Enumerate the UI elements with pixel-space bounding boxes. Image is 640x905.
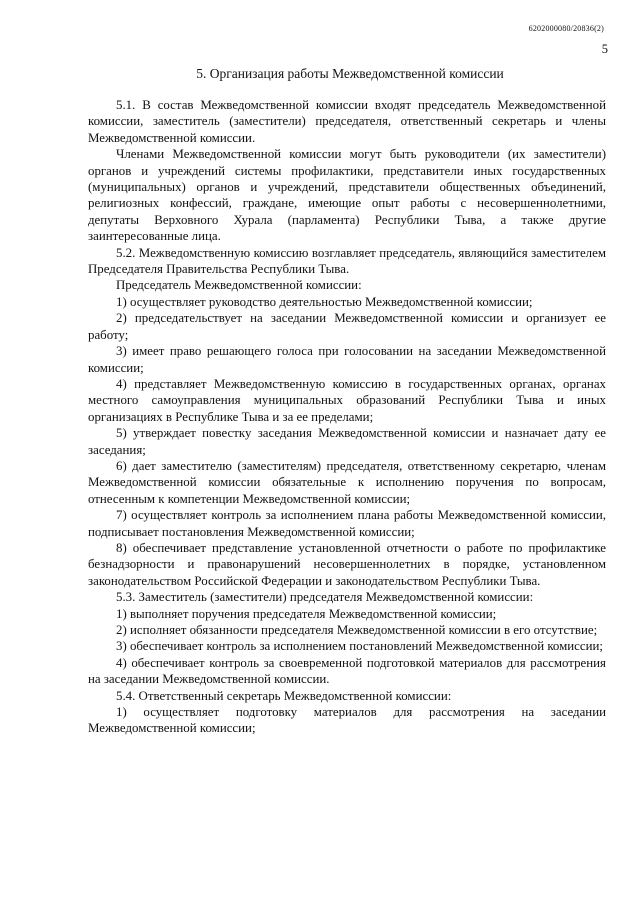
document-code: 6202000080/20836(2) <box>528 24 604 33</box>
paragraph: 8) обеспечивает представление установленной отчетности о работе по профилактике безнадзорности и правонарушений несовершеннолетних в порядке, установленном законодательством Российской Федерации и законодательством Республики Тыва. <box>88 540 606 588</box>
paragraph: 4) представляет Межведомственную комиссию в государственных органах, органах местного самоуправления муниципальных образований Республики Тыва и иных организациях в Республике Тыва и за ее пределами; <box>88 376 606 424</box>
paragraph: Председатель Межведомственной комиссии: <box>116 278 362 293</box>
paragraph: 6) дает заместителю (заместителям) председателя, ответственному секретарю, членам Межведомственной комиссии обязательные к исполнению поручения по вопросам, отнесенным к компетенции Межведомственной комиссии; <box>88 458 606 506</box>
paragraph: 5) утверждает повестку заседания Межведомственной комиссии и назначает дату ее заседания; <box>88 426 606 457</box>
paragraph: 3) имеет право решающего голоса при голосовании на заседании Межведомственной комиссии; <box>88 344 606 375</box>
section-title: 5. Организация работы Межведомственной комиссии <box>196 66 504 81</box>
paragraph: 5.3. Заместитель (заместители) председателя Межведомственной комиссии: <box>116 590 534 605</box>
paragraph: 5.4. Ответственный секретарь Межведомственной комиссии: <box>116 688 452 703</box>
paragraph: 5.2. Межведомственную комиссию возглавляет председатель, являющийся заместителем Председателя Правительства Республики Тыва. <box>88 245 606 277</box>
paragraph: 4) обеспечивает контроль за своевременной подготовкой материалов для рассмотрения на заседании Межведомственной комиссии. <box>88 655 606 687</box>
paragraph: 2) председательствует на заседании Межведомственной комиссии и организует ее работу; <box>88 311 606 342</box>
paragraph: 5.1. В состав Межведомственной комиссии входят председатель Межведомственной комиссии, заместитель (заместители) председателя, ответственный секретарь и члены Межведомственной комиссии. <box>88 98 606 145</box>
paragraph: 1) выполняет поручения председателя Межведомственной комиссии; <box>116 606 497 621</box>
paragraph: 1) осуществляет руководство деятельностью Межведомственной комиссии; <box>116 294 533 309</box>
paragraph: 2) исполняет обязанности председателя Межведомственной комиссии в его отсутствие; <box>116 623 598 637</box>
page-number: 5 <box>601 42 608 56</box>
paragraph: 3) обеспечивает контроль за исполнением постановлений Межведомственной комиссии; <box>116 639 603 654</box>
paragraph: 7) осуществляет контроль за исполнением плана работы Межведомственной комиссии, подписывает постановления Межведомственной комиссии; <box>88 508 606 539</box>
paragraph: 1) осуществляет подготовку материалов для рассмотрения на заседании Межведомственной комиссии; <box>88 705 606 736</box>
body-text <box>88 97 606 737</box>
paragraph: Членами Межведомственной комиссии могут быть руководители (их заместители) органов и учреждений системы профилактики, представители иных государственных (муниципальных) органов и учреждений, представители общественных объединений, религиозных конфессий, граждане, имеющие опыт работы с несовершеннолетними, депутаты Верховного Хурала (парламента) Республики Тыва, а также другие заинтересованные лица. <box>88 147 606 244</box>
